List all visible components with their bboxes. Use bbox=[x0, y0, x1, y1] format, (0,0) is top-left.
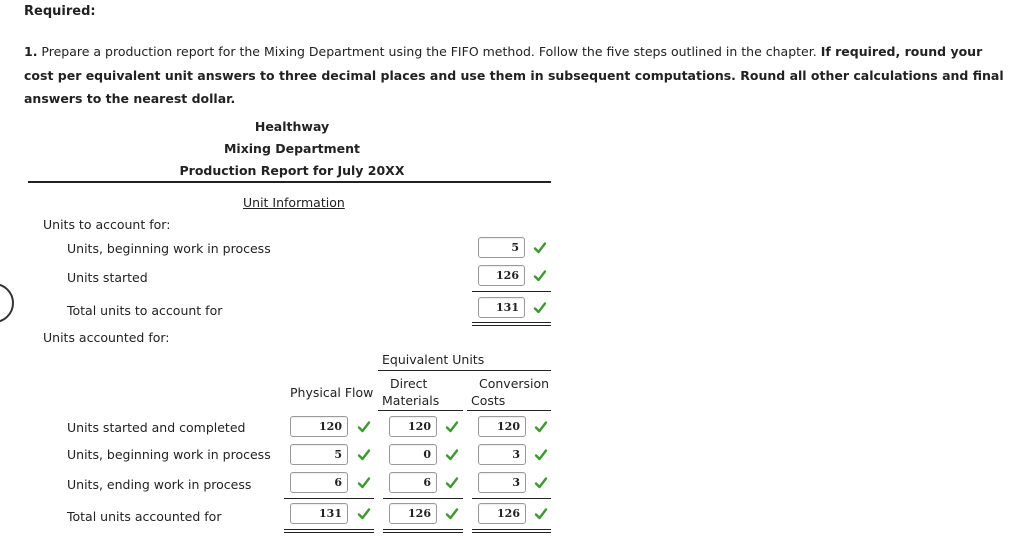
row-label-units-started: Units started bbox=[67, 270, 148, 285]
check-icon bbox=[357, 476, 371, 490]
dm-total-rule-2 bbox=[383, 532, 463, 533]
instruction-number: 1. bbox=[24, 44, 38, 59]
row-label-total-to-account: Total units to account for bbox=[67, 303, 223, 318]
check-icon bbox=[445, 476, 459, 490]
check-icon bbox=[357, 420, 371, 434]
col-conversion-2: Costs bbox=[471, 393, 506, 408]
input-cc-total[interactable]: 126 bbox=[478, 503, 526, 524]
subtotal-rule bbox=[472, 291, 551, 292]
col-physical-flow: Physical Flow bbox=[290, 385, 374, 400]
check-icon bbox=[533, 301, 547, 315]
row-label-total-accounted: Total units accounted for bbox=[67, 509, 222, 524]
input-total-to-account[interactable]: 131 bbox=[478, 297, 525, 318]
col-conversion-1: Conversion bbox=[479, 376, 550, 391]
input-units-started[interactable]: 126 bbox=[478, 265, 525, 286]
row-label-beginning-wip-2: Units, beginning work in process bbox=[67, 447, 271, 462]
input-physical-ending-wip[interactable]: 6 bbox=[290, 472, 348, 493]
row-label-beginning-wip: Units, beginning work in process bbox=[67, 241, 271, 256]
cc-header-rule bbox=[467, 410, 551, 411]
check-icon bbox=[534, 507, 548, 521]
instruction-rounding-note: If required, round your cost per equivalent unit answers to three decimal places and use them in subsequent computations. Round all other calculations and final answers to the nearest dollar. bbox=[24, 44, 1004, 106]
check-icon bbox=[445, 507, 459, 521]
dm-subtotal-rule bbox=[383, 498, 463, 499]
input-beginning-wip[interactable]: 5 bbox=[478, 237, 525, 258]
input-dm-beginning-wip[interactable]: 0 bbox=[389, 444, 437, 465]
check-icon bbox=[534, 476, 548, 490]
department-name: Mixing Department bbox=[223, 141, 361, 156]
total-rule-1 bbox=[472, 322, 551, 323]
input-dm-total[interactable]: 126 bbox=[389, 503, 437, 524]
physical-total-rule-1 bbox=[284, 529, 374, 530]
required-heading: Required: bbox=[24, 4, 96, 19]
equivalent-units-header: Equivalent Units bbox=[382, 352, 485, 367]
report-title: Production Report for July 20XX bbox=[179, 163, 405, 178]
check-icon bbox=[357, 448, 371, 462]
check-icon bbox=[533, 241, 547, 255]
physical-subtotal-rule bbox=[284, 498, 374, 499]
check-icon bbox=[357, 507, 371, 521]
units-accounted-heading: Units accounted for: bbox=[43, 330, 170, 345]
input-dm-started-completed[interactable]: 120 bbox=[389, 416, 437, 437]
input-physical-beginning-wip[interactable]: 5 bbox=[290, 444, 348, 465]
dm-total-rule-1 bbox=[383, 529, 463, 530]
radio-indicator[interactable] bbox=[0, 283, 14, 323]
cc-subtotal-rule bbox=[472, 498, 551, 499]
section-unit-information: Unit Information bbox=[243, 195, 345, 210]
input-cc-started-completed[interactable]: 120 bbox=[478, 416, 526, 437]
instruction-text: Prepare a production report for the Mixing Department using the FIFO method. Follow the five steps outlined in the chapter. bbox=[37, 44, 821, 59]
check-icon bbox=[533, 269, 547, 283]
total-rule-2 bbox=[472, 325, 551, 326]
units-to-account-heading: Units to account for: bbox=[43, 217, 171, 232]
check-icon bbox=[445, 448, 459, 462]
dm-header-rule bbox=[378, 410, 463, 411]
row-label-started-completed: Units started and completed bbox=[67, 420, 246, 435]
equiv-rule bbox=[378, 370, 551, 371]
physical-total-rule-2 bbox=[284, 532, 374, 533]
check-icon bbox=[534, 448, 548, 462]
col-direct-materials-1: Direct bbox=[390, 376, 428, 391]
check-icon bbox=[445, 420, 459, 434]
row-label-ending-wip: Units, ending work in process bbox=[67, 477, 252, 492]
input-physical-total[interactable]: 131 bbox=[290, 503, 348, 524]
cc-total-rule-1 bbox=[472, 529, 551, 530]
company-name: Healthway bbox=[254, 119, 330, 134]
cc-total-rule-2 bbox=[472, 532, 551, 533]
input-dm-ending-wip[interactable]: 6 bbox=[389, 472, 437, 493]
col-direct-materials-2: Materials bbox=[382, 393, 440, 408]
check-icon bbox=[534, 420, 548, 434]
input-cc-ending-wip[interactable]: 3 bbox=[478, 472, 526, 493]
instructions bbox=[24, 40, 1004, 111]
input-cc-beginning-wip[interactable]: 3 bbox=[478, 444, 526, 465]
input-physical-started-completed[interactable]: 120 bbox=[290, 416, 348, 437]
header-rule bbox=[28, 181, 551, 183]
